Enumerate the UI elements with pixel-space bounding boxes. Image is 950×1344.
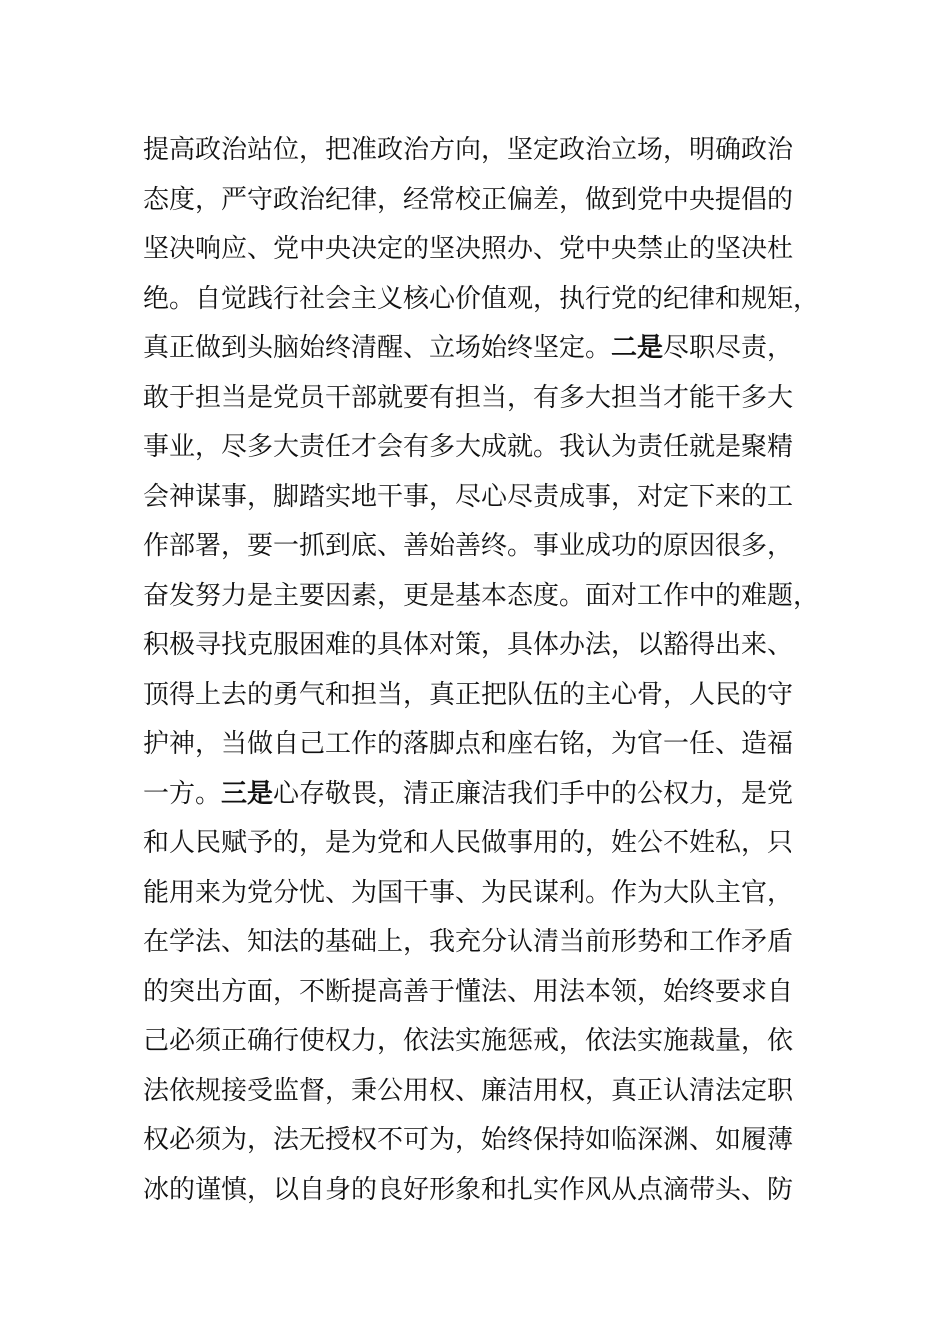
text-line <box>143 522 833 572</box>
line-text: 己必须正确行使权力，依法实施惩戒，依法实施裁量，依 <box>143 1026 794 1056</box>
line-text: 提高政治站位，把准政治方向，坚定政治立场，明确政治 <box>143 135 794 165</box>
line-text: 的突出方面，不断提高善于懂法、用法本领，始终要求自 <box>143 976 794 1007</box>
line-text: 能用来为党分忧、为国干事、为民谋利。作为大队主官， <box>143 877 794 908</box>
line-text: 和人民赋予的，是为党和人民做事用的，姓公不姓私，只 <box>143 828 794 858</box>
line-text: 坚决响应、党中央决定的坚决照办、党中央禁止的坚决杜 <box>143 234 794 264</box>
line-text: 权必须为，法无授权不可为，始终保持如临深渊、如履薄 <box>143 1125 794 1155</box>
text-line <box>143 720 833 770</box>
line-text: 心存敬畏，清正廉洁我们手中的公权力，是党 <box>273 778 794 809</box>
text-line <box>143 918 833 968</box>
point-marker-two: 二是 <box>611 333 664 363</box>
text-line <box>143 324 833 374</box>
body-paragraph <box>143 126 833 1215</box>
text-line <box>143 968 833 1018</box>
line-text: 事业，尽多大责任才会有多大成就。我认为责任就是聚精 <box>143 432 794 462</box>
text-line <box>143 473 833 523</box>
line-text: 护神，当做自己工作的落脚点和座右铭，为官一任、造福 <box>143 729 794 759</box>
point-marker-three: 三是 <box>221 778 274 809</box>
text-line <box>143 671 833 721</box>
text-line <box>143 869 833 919</box>
text-line <box>143 374 833 424</box>
line-text: 冰的谨慎，以自身的良好形象和扎实作风从点滴带头、防 <box>143 1174 794 1205</box>
text-line <box>143 423 833 473</box>
text-line <box>143 1017 833 1067</box>
line-text: 一方。 <box>143 778 222 809</box>
line-text: 作部署，要一抓到底、善始善终。事业成功的原因很多， <box>143 531 794 561</box>
line-text: 积极寻找克服困难的具体对策，具体办法，以豁得出来、 <box>143 630 794 660</box>
text-line <box>143 1166 833 1216</box>
line-text: 真正做到头脑始终清醒、立场始终坚定。 <box>143 333 612 363</box>
line-text: 法依规接受监督，秉公用权、廉洁用权，真正认清法定职 <box>143 1075 794 1106</box>
line-text: 顶得上去的勇气和担当，真正把队伍的主心骨，人民的守 <box>143 679 794 710</box>
line-text: 态度，严守政治纪律，经常校正偏差，做到党中央提倡的 <box>143 184 794 215</box>
text-line <box>143 1067 833 1117</box>
line-text: 会神谋事，脚踏实地干事，尽心尽责成事，对定下来的工 <box>143 481 794 512</box>
text-line <box>143 275 833 325</box>
line-text: 尽职尽责， <box>663 333 794 363</box>
text-line <box>143 572 833 622</box>
text-line <box>143 770 833 820</box>
text-line <box>143 126 833 176</box>
line-text: 绝。自觉践行社会主义核心价值观，执行党的纪律和规矩， <box>143 283 820 314</box>
text-line <box>143 176 833 226</box>
text-line <box>143 225 833 275</box>
line-text: 在学法、知法的基础上，我充分认清当前形势和工作矛盾 <box>143 927 794 957</box>
text-line <box>143 1116 833 1166</box>
line-text: 敢于担当是党员干部就要有担当，有多大担当才能干多大 <box>143 382 794 413</box>
line-text: 奋发努力是主要因素，更是基本态度。面对工作中的难题， <box>143 580 820 611</box>
text-line <box>143 819 833 869</box>
text-line <box>143 621 833 671</box>
